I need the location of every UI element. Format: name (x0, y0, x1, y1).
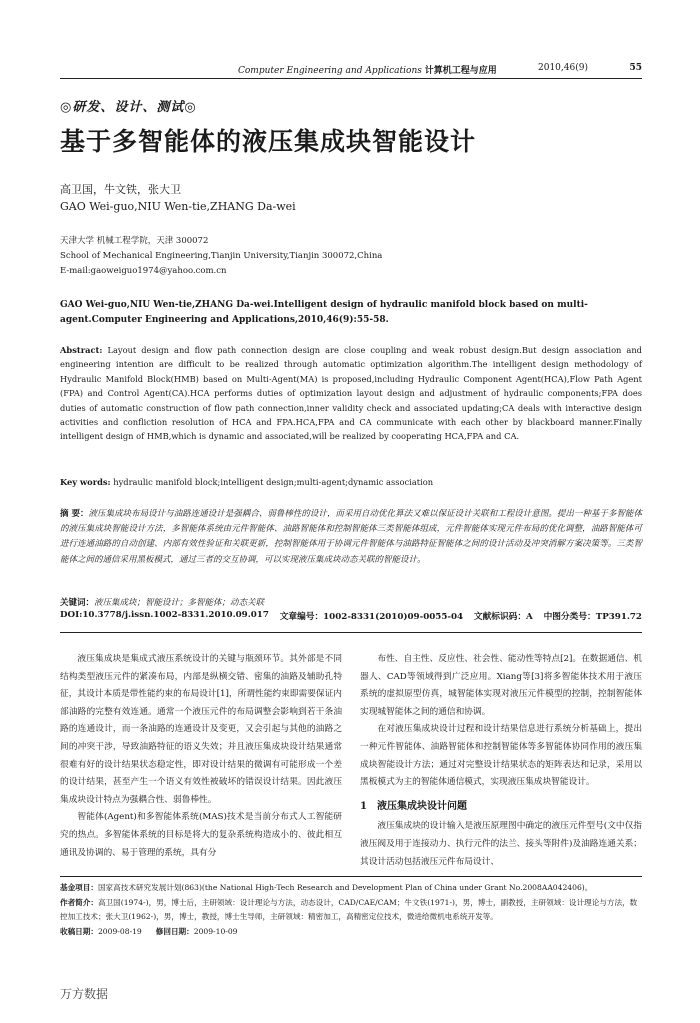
author-bio: 作者简介：高卫国(1974-)，男，博士后，主研领域：设计理论与方法，动态设计，CAD/CAE/CAM；牛文铁(1971-)，男，博士，副教授，主研领域：设计理论与方法，数控加工技术；张大卫(1962-)，男，博士，教授，博士生导师，主研领域：精密加工，高精密定位技术，微进给微机电系统开发等。 (60, 897, 638, 922)
keywords-cn-text: 液压集成块；智能设计；多智能体；动态关联 (94, 598, 265, 608)
abstract-cn (60, 507, 642, 568)
author-email[interactable]: E-mail:gaoweiguo1974@yahoo.com.cn (60, 266, 227, 276)
received-date: 收稿日期：2009-08-19 (60, 926, 142, 936)
abstract-cn-text: 液压集成块布局设计与油路连通设计是强耦合、弱鲁棒性的设计，而采用自动优化算法又难以保证设计关联和工程设计意图。提出一种基于多智能体的液压集成块智能设计方法，多智能体系统由元件智能体、油路智能体和控制智能体三类智能体组成，元件智能体实现元件布局的优化调整，油路智能体可进行连通油路的自动创建、内部有效性验证和关联更新，控制智能体用于协调元件智能体与油路特征智能体之间的设计活动及冲突消解方案决策等。三类智能体之间的通信采用黑板模式，通过三者的交互协调，可以实现液压集成块动态关联的智能设计。 (60, 509, 642, 565)
section-heading (360, 798, 642, 816)
abstract-en (60, 343, 642, 444)
body-column-right (360, 651, 642, 871)
affiliation-cn: 天津大学 机械工程学院，天津 300072 (60, 236, 209, 246)
divider (60, 632, 642, 633)
section-number: 1 (360, 800, 367, 812)
abstract-en-text: Layout design and flow path connection design are close coupling and weak robust design.But design association and engineering intention are difficult to be realized through automatic optimization algorithm.The intelligent design methodology of Hydraulic Manifold Block(HMB) based on Multi-Agent(MA) is proposed,including Hydraulic Component Agent(HCA),Flow Path Agent (FPA) and Control Agent(CA).HCA performs duties of optimization layout design and adjustment of hydraulic components;FPA does duties of automatic construction of flow path connection,inner validity check and associated updating;CA deals with interactive design activities and confliction resolution of HCA and FPA.HCA,FPA and CA communicate with each other by blackboard manner.Finally intelligent design of HMB,which is dynamic and associated,will be realized by cooperating HCA,FPA and CA. (60, 345, 642, 442)
document-code: 文献标识码：A (473, 612, 533, 622)
keywords-cn (60, 596, 264, 608)
keywords-en-text: hydraulic manifold block;intelligent design;multi-agent;dynamic association (113, 477, 434, 487)
issue-number: 2010,46(9) (538, 63, 588, 73)
authors-cn: 高卫国，牛文铁，张大卫 (60, 183, 181, 196)
keywords-cn-label: 关键词： (60, 598, 95, 608)
affiliation-en: School of Mechanical Engineering,Tianjin University,Tianjin 300072,China (60, 251, 383, 261)
keywords-en (60, 477, 642, 487)
body-column-left (60, 651, 342, 862)
abstract-cn-label: 摘 要： (60, 509, 89, 519)
doi-row (60, 610, 642, 622)
citation: GAO Wei-guo,NIU Wen-tie,ZHANG Da-wei.Intelligent design of hydraulic manifold block based on multi-agent.Computer Engineering and Applications,2010,46(9):55-58. (60, 300, 588, 325)
wanfang-watermark: 万方数据 (60, 987, 109, 1001)
footnotes (60, 881, 642, 939)
revised-date: 修回日期：2009-10-09 (155, 926, 238, 936)
section-title: 液压集成块设计问题 (376, 800, 467, 812)
body-paragraph: 液压集成块的设计输入是液压原理图中确定的液压元件型号(文中仅指液压阀及用于连接动力、执行元件的法兰、接头等附件)及油路连通关系；其设计活动包括液压元件布局设计、 (360, 821, 642, 867)
running-header (60, 62, 642, 79)
journal-name: Computer Engineering and Applications 计算机工程与应用 (238, 66, 497, 76)
article-title: 基于多智能体的液压集成块智能设计 (60, 127, 477, 156)
keywords-en-label: Key words: (60, 477, 111, 487)
section-tag: ◎研发、设计、测试◎ (60, 100, 197, 115)
authors-en: GAO Wei-guo,NIU Wen-tie,ZHANG Da-wei (60, 200, 296, 213)
dates (60, 925, 642, 940)
affiliation (60, 234, 382, 279)
body-paragraph: 在对液压集成块设计过程和设计结果信息进行系统分析基础上，提出一种元件智能体、油路智能体和控制智能体等多智能体协同作用的液压集成块智能设计方法；通过对完整设计结果状态的矩阵表达和记录，采用以黑板模式为主的智能体通信模式，实现液压集成块智能设计。 (360, 724, 642, 788)
body-paragraph: 布性、自主性、反应性、社会性、能动性等特点[2]。在数据通信、机器人、CAD等领域得到广泛应用。Xiang等[3]将多智能体技术用于液压系统的虚拟原型仿真，城智能体实现对液压元件模型的控制，控制智能体实现城智能体之间的通信和协调。 (360, 654, 642, 717)
footnote-divider (60, 876, 642, 877)
fund-note: 基金项目：国家高技术研究发展计划(863)(the National High-Tech Research and Development Plan of China under Grant No.2008AA042406)。 (60, 883, 593, 892)
page-number: 55 (629, 63, 642, 73)
classification-number: 中图分类号：TP391.72 (543, 612, 642, 622)
doi[interactable]: DOI:10.3778/j.issn.1002-8331.2010.09.017 (60, 610, 269, 620)
article-number: 文章编号：1002-8331(2010)09-0055-04 (279, 612, 464, 622)
body-paragraph: 智能体(Agent)和多智能体系统(MAS)技术是当前分布式人工智能研究的热点。多智能体系统的目标是将大的复杂系统构造成小的、彼此相互通讯及协调的、易于管理的系统，具有分 (60, 812, 342, 858)
abstract-en-label: Abstract: (60, 345, 103, 355)
body-paragraph: 液压集成块是集成式液压系统设计的关键与瓶颈环节。其外部是不同结构类型液压元件的紧凑布局，内部是纵横交错、密集的油路及辅助孔特征，其设计本质是带性能约束的布局设计[1]，所谓性能约束即需要保证内部油路的完整有效连通。通常一个液压元件的布局调整会影响到若干条油路的连通设计，而一条油路的连通设计及变更，又会引起与其他的油路之间的冲突干涉，导致油路特征的语义失效；并且液压集成块设计结果通常很难有好的设计结果状态稳定性，即对设计结果的微调有可能形成一个差的设计结果，甚至产生一个语义有效性被破坏的错误设计结果。因此液压集成块设计特点为强耦合性、弱鲁棒性。 (60, 654, 342, 805)
